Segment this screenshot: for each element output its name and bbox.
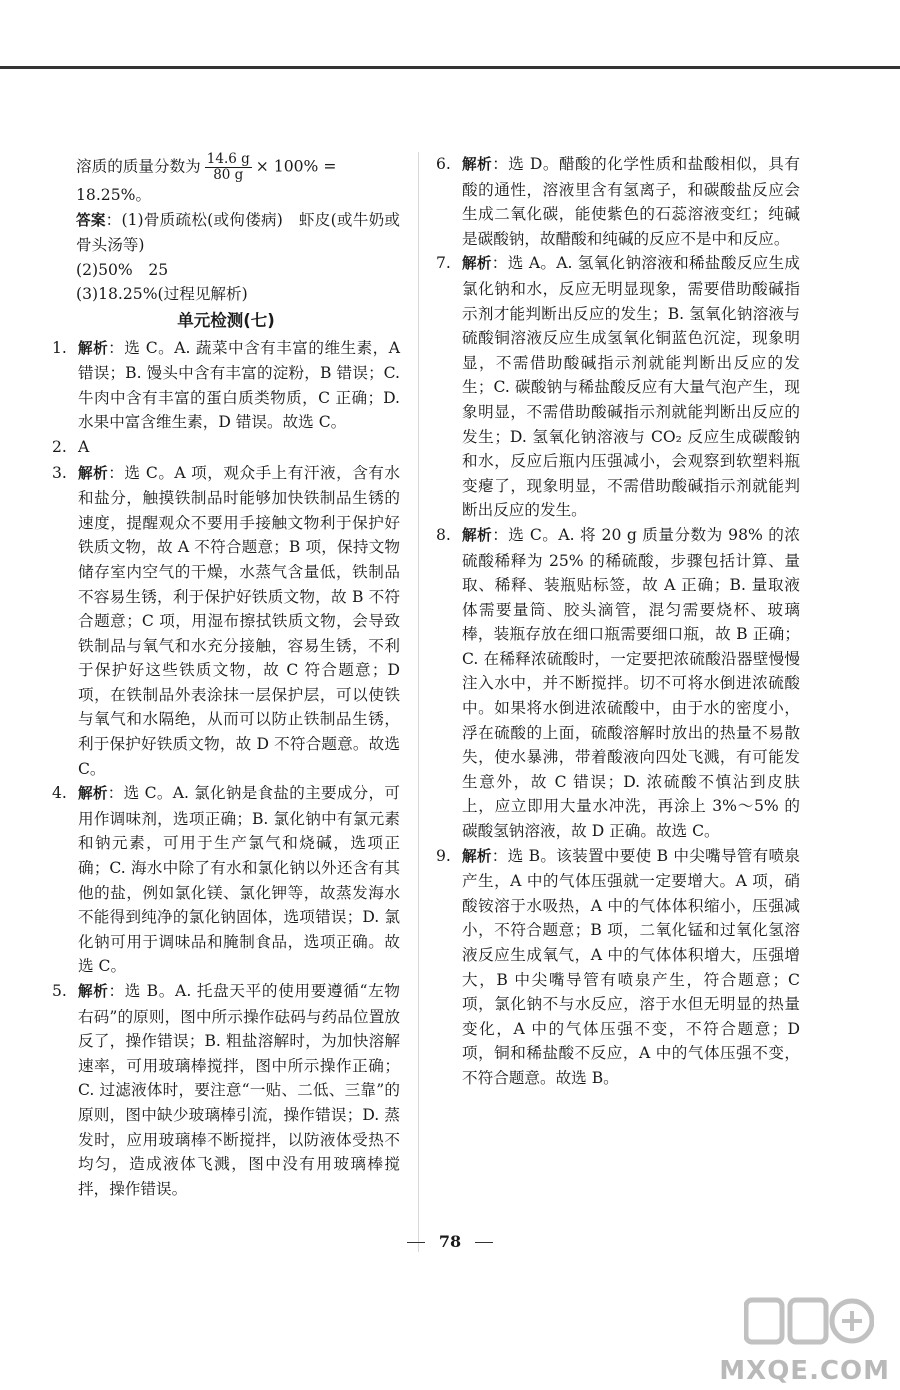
answer-line-2: (2)50% 25 bbox=[76, 260, 169, 279]
analysis-keyword: 解析 bbox=[78, 464, 109, 482]
formula-prefix: 溶质的质量分数为 bbox=[76, 157, 201, 176]
question-body bbox=[462, 523, 800, 844]
question-number: 1. bbox=[52, 338, 67, 357]
question-item bbox=[436, 152, 800, 251]
question-item bbox=[52, 461, 400, 782]
page-number: 78 bbox=[438, 1232, 462, 1251]
question-item bbox=[436, 251, 800, 523]
analysis-text: ：选 C。A. 将 20 g 质量分数为 98% 的浓硫酸稀释为 25% 的稀硫酸，步骤包括计算、量取、稀释、装瓶贴标签，故 A 正确；B. 量取液体需要量筒、胶头滴管，混匀需要烧杯、玻璃棒，装瓶存放在细口瓶需要细口瓶，故 B 正确；C. 在稀释浓硫酸时，一定要把浓硫酸沿器壁慢慢注入水中，并不断搅拌。切不可将水倒进浓硫酸中。如果将水倒进浓硫酸中，由于水的密度小，浮在硫酸的上面，硫酸溶解时放出的热量不易散失，使水暴沸，带着酸液向四处飞溅，有可能发生意外，故 C 错误；D. 浓硫酸不慎沾到皮肤上，应立即用大量水冲洗，再涂上 3%～5% 的碳酸氢钠溶液，故 D 正确。故选 C。 bbox=[462, 525, 800, 841]
analysis-text: ：选 D。醋酸的化学性质和盐酸相似，具有酸的通性，溶液里含有氢离子，和碳酸盐反应会生成二氧化碳，能使紫色的石蕊溶液变红；纯碱是碳酸钠，故醋酸和纯碱的反应不是中和反应。 bbox=[462, 155, 800, 248]
question-body bbox=[462, 152, 800, 251]
mass-fraction-formula bbox=[52, 152, 400, 183]
page-footer bbox=[0, 1232, 900, 1251]
question-number: 3. bbox=[52, 463, 67, 482]
question-body bbox=[78, 336, 400, 435]
question-body bbox=[78, 979, 400, 1201]
question-body bbox=[78, 435, 400, 461]
top-rule bbox=[0, 66, 900, 69]
footer-dash-left bbox=[407, 1242, 425, 1243]
question-item bbox=[52, 435, 400, 461]
formula-suffix: × 100% = bbox=[255, 157, 337, 176]
analysis-text: ：选 C。A. 蔬菜中含有丰富的维生素，A 错误；B. 馒头中含有丰富的淀粉，B 错误；C. 牛肉中含有丰富的蛋白质类物质，C 正确；D. 水果中富含维生素，D 错误。故选 C。 bbox=[78, 338, 400, 432]
analysis-keyword: 解析 bbox=[462, 847, 492, 865]
answer-keyword: 答案 bbox=[76, 211, 106, 229]
formula-result: 18.25%。 bbox=[76, 186, 152, 204]
question-item bbox=[52, 979, 400, 1201]
answer-line-1 bbox=[52, 208, 400, 258]
watermark bbox=[690, 1294, 890, 1386]
question-number: 2. bbox=[52, 437, 67, 456]
question-item bbox=[436, 523, 800, 844]
section-title: 单元检测(七) bbox=[177, 310, 275, 330]
question-item bbox=[436, 844, 800, 1091]
question-number: 7. bbox=[436, 254, 451, 273]
question-body bbox=[462, 844, 800, 1091]
watermark-text: MXQE.COM bbox=[719, 1356, 890, 1386]
question-item bbox=[52, 781, 400, 979]
analysis-keyword: 解析 bbox=[462, 255, 492, 273]
column-divider bbox=[418, 152, 419, 1252]
analysis-text: ：选 A。A. 氢氧化钠溶液和稀盐酸反应生成氯化钠和水，反应无明显现象，需要借助酸碱指示剂才能判断出反应的发生；B. 氢氧化钠溶液与硫酸铜溶液反应生成氢氧化铜蓝色沉淀，现象明显，不需借助酸碱指示剂就能判断出反应的发生；C. 碳酸钠与稀盐酸反应有大量气泡产生，现象明显，不需借助酸碱指示剂就能判断出反应的发生；D. 氢氧化钠溶液与 CO₂ 反应生成碳酸钠和水，反应后瓶内压强减小，会观察到软塑料瓶变瘪了，现象明显，不需借助酸碱指示剂就能判断出反应的发生。 bbox=[462, 254, 800, 520]
footer-dash-right bbox=[475, 1242, 493, 1243]
question-body bbox=[78, 781, 400, 979]
analysis-text: ：选 C。A 项，观众手上有汗液，含有水和盐分，触摸铁制品时能够加快铁制品生锈的速度，提醒观众不要用手接触文物利于保护好铁质文物，故 A 不符合题意；B 项，保持文物储存室内空气的干燥，水蒸气含量低，铁制品不容易生锈，利于保护好铁质文物，故 B 不符合题意；C 项，用湿布擦拭铁质文物，会导致铁制品与氧气和水充分接触，容易生锈，不利于保护好这些铁质文物，故 C 符合题意；D 项，在铁制品外表涂抹一层保护层，可以使铁与氧气和水隔绝，从而可以防止铁制品生锈，利于保护好铁质文物，故 D 不符合题意。故选 C。 bbox=[78, 463, 400, 778]
question-number: 8. bbox=[436, 525, 451, 544]
analysis-keyword: 解析 bbox=[78, 339, 109, 357]
analysis-text: ：选 B。A. 托盘天平的使用要遵循“左物右码”的原则，图中所示操作砝码与药品位置放反了，操作错误；B. 粗盐溶解时，为加快溶解速率，可用玻璃棒搅拌，图中所示操作正确；C. 过滤液体时，要注意“一贴、二低、三靠”的原则，图中缺少玻璃棒引流，操作错误；D. 蒸发时，应用玻璃棒不断搅拌，以防液体受热不均匀，造成液体飞溅，图中没有用玻璃棒搅拌，操作错误。 bbox=[78, 982, 400, 1198]
question-number: 6. bbox=[436, 155, 451, 173]
analysis-keyword: 解析 bbox=[78, 785, 108, 803]
analysis-text: ：选 B。该装置中要使 B 中尖嘴导管有喷泉产生，A 中的气体压强就一定要增大。A 项，硝酸铵溶于水吸热，A 中的气体体积缩小，压强减小，不符合题意；B 项，二氧化锰和过氧化氢溶液反应生成氧气，A 中的气体体积增大，压强增大，B 中尖嘴导管有喷泉产生，符合题意；C 项，氯化钠不与水反应，溶于水但无明显的热量变化，A 中的气体压强不变，不符合题意；D 项，铜和稀盐酸不反应，A 中的气体压强不变，不符合题意。故选 B。 bbox=[462, 846, 800, 1087]
analysis-text: A bbox=[78, 437, 90, 456]
answer-1-text: ：(1)骨质疏松(或佝偻病) 虾皮(或牛奶或骨头汤等) bbox=[76, 210, 400, 255]
watermark-logo-icon bbox=[744, 1294, 874, 1348]
right-column bbox=[436, 152, 800, 1091]
analysis-keyword: 解析 bbox=[78, 983, 109, 1000]
analysis-keyword: 解析 bbox=[462, 526, 493, 544]
question-number: 5. bbox=[52, 982, 67, 1000]
question-item bbox=[52, 336, 400, 435]
question-body bbox=[462, 251, 800, 523]
question-number: 9. bbox=[436, 846, 451, 865]
question-number: 4. bbox=[52, 784, 67, 803]
question-body bbox=[78, 461, 400, 782]
analysis-text: ：选 C。A. 氯化钠是食盐的主要成分，可用作调味剂，选项正确；B. 氯化钠中有氯元素和钠元素，可用于生产氯气和烧碱，选项正确；C. 海水中除了有水和氯化钠以外还含有其他的盐，例如氯化镁、氯化钾等，故蒸发海水不能得到纯净的氯化钠固体，选项错误；D. 氯化钠可用于调味品和腌制食品，选项正确。故选 C。 bbox=[78, 784, 400, 976]
fraction-numerator: 14.6 g bbox=[206, 151, 250, 167]
answer-line-3: (3)18.25%(过程见解析) bbox=[76, 285, 248, 304]
fraction-denominator: 80 g bbox=[213, 167, 244, 183]
left-column bbox=[52, 152, 400, 1201]
fraction bbox=[205, 152, 252, 183]
analysis-keyword: 解析 bbox=[462, 156, 493, 173]
